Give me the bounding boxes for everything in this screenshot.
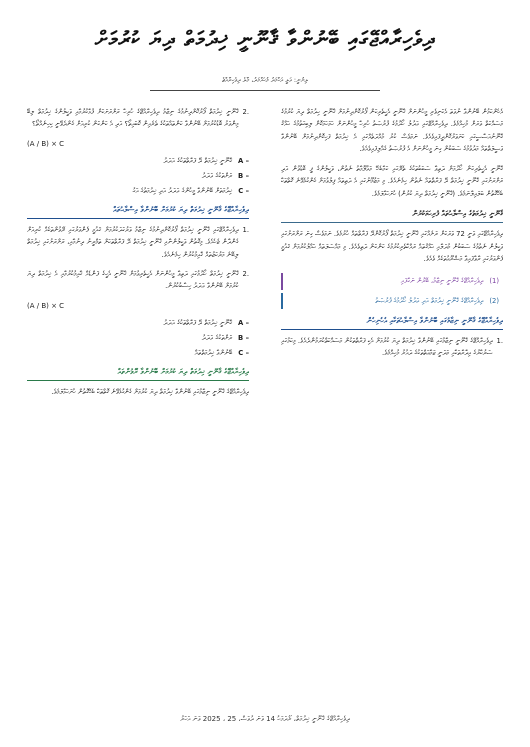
section-heading: ދިވެހިރާއްޖޭގެ ޤާނޫނީ ޚިދުމަތް ދިޔަ ކުރުމަށް ބޭނުންވާ އިސްލާޙުތައް [27, 204, 249, 219]
formula-variable [27, 347, 249, 359]
list-item [27, 224, 249, 261]
list-item-text: ޤާނޫނީ ޚިދުމަތް ފޯރުކޮށްދިނުމުގެ ނިޒާމު ދިވެހިރާއްޖޭގެ ހުރިހާ ރަށްރަށަކަށް ފުޅާކުރުމާއި ވަކީލުންގެ ޚިދުމަތް ލިބޭ މިންވަރު ބޮޑުކުރުމަށް ބޭނުންވާ ކަންތައްތަކުގެ ތެރެއިން ކޮބައިތޯ؟ އަދި އެ ކަންކަން ކުރިއަށް ގެންދެވޭނީ ކިހިނެއްތޯ؟ [27, 108, 239, 129]
variable-label: C – [238, 349, 249, 358]
paragraph: ދިވެހިރާއްޖޭގައި ވަނީ 72 ވަރަކަށް ރަށެއްގައި ޤާނޫނީ ޚިދުމަތް ފޯރުކޮށްދޭ ފަރާތްތައް ހުރުމެވެ. ނަމަވެސް ގިނަ ރަށްރަށުގައި ވަކީލުން ނެތުމުގެ ސަބަބުން މުދަލާއި ޙައްޤުތައް ރައްކާތެރިކުރުމުގެ ކަންކަން ދަތިވެއެވެ. މި މައްސަލަތައް ޙައްލުކުރުމަށް ޤައުމީ ފެންވަރުގައި ރާވާފައިވާ މަޝްރޫޢުތަކެއް ވެއެވެ. [281, 230, 503, 263]
formula-variable [27, 317, 249, 329]
formula: (A / B) × C [27, 301, 65, 310]
list-item-text: ދިވެހިރާއްޖޭގެ ޤާނޫނީ ނިޒާމުގައި ބޭނުންވާ ޚިދުމަތް ދިޔަ ކުރުމަށް އެކި ފަރާތްތަކުން މަސައްކަތްކުރަމުންދެއެވެ. މިކަމުގައި ސަރުކާރުގެ އިދާރާތަކާއި މަދަނީ ޖަމާޢަތްތަކުގެ ދައުރު މުހިއްމެވެ. [281, 337, 493, 358]
section-heading: ދިވެހިރާއްޖޭގެ ޤާނޫނީ ނިޒާމުގައި ބޭނުންވާ އިސްލާޙުތަކާއި އެހެނިހެން [281, 315, 503, 330]
list-item [27, 268, 249, 293]
citation-text: ދިވެހިރާއްޖޭގެ ޤާނޫނީ ނިޒާމު، ބޭރުން ނަގާފައި [400, 277, 484, 286]
formula-variable [27, 170, 249, 182]
list-item-number: 2. [242, 108, 249, 116]
variable-text: ރަށްތަކުގެ ޢަދަދު [201, 172, 233, 181]
list-item-number: 1. [496, 337, 503, 346]
variable-text: ޚިދުމަތަށް ބޭނުންވާ މީހުންގެ ޢަދަދު އަދި ޚިދުމަތުގެ އަގު [132, 187, 233, 196]
list-item-text: ޤާނޫނީ ޚިދުމަތް ހޯދުމުގައި ދަތިވާ މީހުންނަށް އެހީތެރިވުމަށް ޤާނޫނީ އެހީގެ ފަންޑެއް ޤާއިމުކުރުމާއި އެ ޚިދުމަތް ދިޔަ ކުރުމަށް ބޭނުންވާ ޢަދަދު ހިސާބުކުރުން. [27, 269, 239, 291]
citation[interactable] [281, 293, 503, 309]
author-byline: ލިޔުނީ: ޢަލީ އަޙްމަދު މުޙައްމަދު، މާލެ ދިވެހިރާއްޖެ [221, 76, 309, 84]
document-title: ދިވެހިރާއްޖޭގައި ބޭނުންވާ ޤާނޫނީ ޚިދުމަތް ދިޔަ ކުރުމަށް [94, 26, 436, 51]
citation-number: (2) [489, 296, 499, 305]
formula-variable [27, 332, 249, 344]
citation-text: ދިވެހިރާއްޖޭގެ ޤާނޫނީ ޚިދުމަތް އަދި ޢަދުލު ހޯދުމުގެ ފުރުޞަތު [375, 296, 484, 305]
variable-label: A – [237, 318, 249, 327]
variable-text: ރަށްތަކުގެ ޢަދަދު [201, 334, 233, 343]
page-footer: ދިވެހިރާއްޖޭގެ ޤާނޫނީ ޚިދުމަތް، ރޯދަމަހު 14 ވަނަ ދުވަސް، 25 ، 2025 ވަނަ އަހަރު [180, 715, 350, 723]
formula-variable [27, 155, 249, 167]
variable-label: A – [237, 156, 249, 165]
variable-label: C – [238, 187, 249, 196]
variable-label: B – [238, 172, 249, 181]
list-item-number: 2. [242, 269, 249, 278]
list-item [281, 335, 503, 360]
formula: (A / B) × C [27, 139, 65, 148]
section-heading: ޤާނޫނީ ޚިދުމަތުގެ އިސްލާޙުތައް ފުރިހަމަކުރުން [281, 208, 503, 223]
citation[interactable] [281, 273, 503, 289]
paragraph: ދިވެހިރާއްޖޭގެ ޤާނޫނީ ނިޒާމުގައި ބޭނުންވާ ޚިދުމަތް ދިޔަ ކުރުމަށް ގެންގުޅެވޭނެ ގޮތްތަކާ ބެހޭގޮތުން ހުށަހަޅާލަމެވެ. [51, 388, 249, 397]
variable-label: B – [238, 334, 249, 343]
left-column [27, 106, 249, 706]
variable-text: ބޭނުންވާ ޚިދުމަތްތައް [194, 349, 233, 358]
formula-variable [27, 185, 249, 197]
title-divider [150, 90, 380, 91]
list-item-text: ދިވެހިރާއްޖޭގައި ޤާނޫނީ ޚިދުމަތް ފޯރުކޮށްދިނުމުގެ ނިޒާމު ވަރުގަދަކުރުމަށް ޤައުމީ ފެންވަރުގައި ރޭވުންތަކެއް ކުރިއަށް ގެންދާން ޖެހެއެވެ. މިގޮތުން ވަކީލުންނާއި ޤާނޫނީ ޚިދުމަތް ދޭ ފަރާތްތަކަށް ތަމްރީނު ދިނުމާއި، ރަށްރަށުގައި ޚިދުމަތް ލިބޭނެ މަރުކަޒުތައް ޤާއިމުކުރުން ހިމެނެއެވެ. [27, 226, 239, 259]
variable-text: ޤާނޫނީ ޚިދުމަތް ދޭ ފަރާތްތަކުގެ އަދަދު [163, 156, 232, 165]
list-item [27, 106, 249, 131]
paragraph: ޤާނޫނީ އެހީތެރިކަން ހޯދުމަށް ދަތިވާ ސަބަބުތަކުގެ ތެރޭގައި ކަމާބެހޭ މަޢުލޫމާތު ނެތުން، ވަކީލުންގެ ފީ ބޮޑުވުން އަދި ރަށްރަށުގައި ޤާނޫނީ ޚިދުމަތް ދޭ ފަރާތްތައް ނެތުން ހިމެނެއެވެ. މި މަޒުމޫނުގައި އެ ދަތިތައް ފިލުވުމަށް ގެންގުޅެވޭނެ ގޮތްތަކާ ބެހޭގޮތުން ބަލައިލާނަމެވެ. (ޤާނޫނީ ޚިދުމަތް ދިޔަ ކުރުން) ހުށަހަޅާލަމެވެ. [281, 165, 503, 198]
variable-text: ޤާނޫނީ ޚިދުމަތް ދޭ ފަރާތްތަކުގެ އަދަދު [163, 318, 232, 327]
citation-number: (1) [489, 277, 499, 286]
paragraph: އެހެންކަމުން ބޭނުންވާ ނުވަތަ އެކަނިވެރި މީހުންނަށް ޤާނޫނީ އެހީތެރިކަން ފޯރުކޮށްދިނުމަށް ޤާނޫނީ ހިދުމަތް ދިޔަ ކުރުމުގެ މަސައްކަތް ވަރަށް މުހިއްމެވެ. ދިވެހިރާއްޖޭގައި ޢަދުލު ހޯދުމުގެ ފުރުޞަތު ހުރިހާ މީހުންނަށް ހަމަހަމަކޮށް ލިބިގަތުމުގެ ޙައްޤު ޤާނޫނުއަސާސީގައި ކަށަވަރުކޮށްދީފައިވެއެވެ. ނަމަވެސް ކުރު މުއްދަތެއްގައި އެ ޚިދުމަތް ފަހިކޮށްދިނުމަށް ބޭނުންވާ ވަސީލަތްތައް މަދުވުމުގެ ސަބަބުން ގިނަ މީހުންނަށް އެ ފުރުޞަތު ގެއްލިފައިވެއެވެ. [281, 108, 503, 153]
right-column [281, 106, 503, 706]
section-heading: ދިވެހިރާއްޖޭގެ ޤާނޫނީ ޚިދުމަތް ދިޔަ ކުރުމަށް ބޭނުންވާ ރޭވުންތައް [27, 366, 249, 381]
list-item-number: 1. [242, 226, 249, 235]
